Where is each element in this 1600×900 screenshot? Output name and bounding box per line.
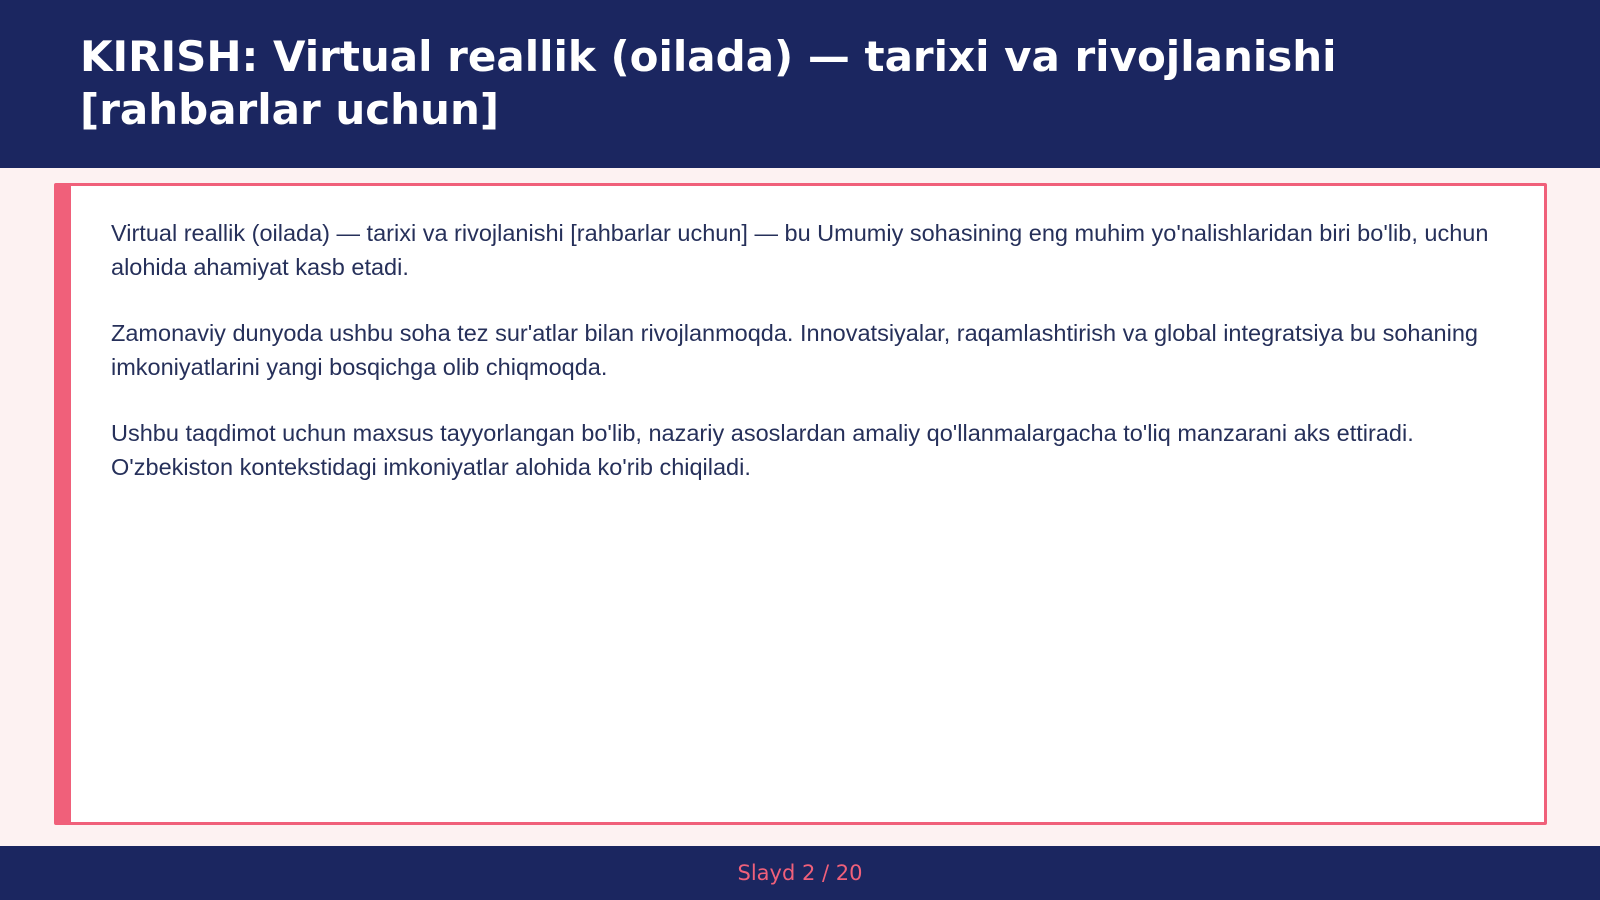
slide-title: KIRISH: Virtual reallik (oilada) — tarixi va rivojlanishi [rahbarlar uchun] (80, 32, 1337, 134)
intro-paragraph: Virtual reallik (oilada) — tarixi va rivojlanishi [rahbarlar uchun] — bu Umumiy sohasining eng muhim yo'nalishlaridan biri bo'lib, uchun alohida ahamiyat kasb etadi. (111, 220, 1489, 280)
slide-footer (0, 846, 1600, 900)
slide-number: Slayd 2 / 20 (737, 861, 863, 885)
purpose-paragraph: Ushbu taqdimot uchun maxsus tayyorlangan bo'lib, nazariy asoslardan amaliy qo'llanmalargacha to'liq manzarani aks ettiradi. O'zbekiston kontekstidagi imkoniyatlar alohida ko'rib chiqiladi. (111, 420, 1414, 480)
content-card (54, 183, 1547, 825)
context-paragraph: Zamonaviy dunyoda ushbu soha tez sur'atlar bilan rivojlanmoqda. Innovatsiyalar, raqamlashtirish va global integratsiya bu sohaning imkoniyatlarini yangi bosqichga olib chiqmoqda. (111, 320, 1478, 380)
slide-header (0, 0, 1600, 168)
